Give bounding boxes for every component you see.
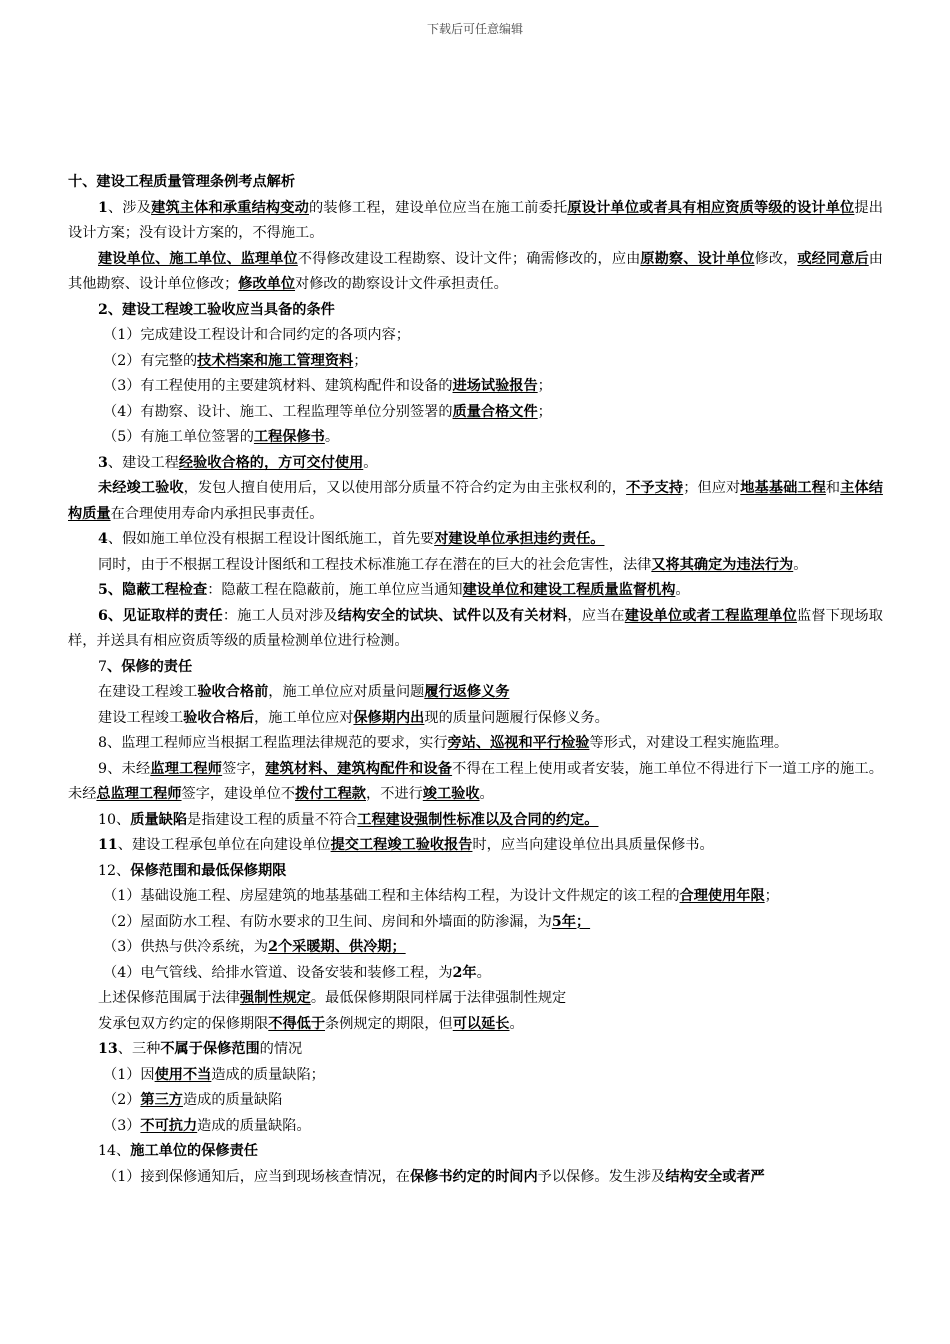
bold-text: 6、见证取样的责任 bbox=[98, 607, 223, 624]
bold-text: 13 bbox=[98, 1041, 118, 1057]
bold-text: 十、建设工程质量管理条例考点解析 bbox=[68, 174, 296, 190]
key-term: 不得低于 bbox=[268, 1015, 326, 1032]
key-term: 提交工程竣工验收报告 bbox=[330, 837, 473, 853]
page-header: 下载后可任意编辑 bbox=[426, 22, 523, 36]
paragraph bbox=[68, 323, 883, 349]
document-body bbox=[68, 170, 883, 1190]
text-run: （4）电气管线、给排水管道、设备安装和装修工程，为 bbox=[103, 964, 453, 981]
text-run: 发承包双方约定的保修期限 bbox=[98, 1015, 269, 1032]
text-run: ，施工单位应对 bbox=[254, 709, 354, 726]
text-run: 、建设工程 bbox=[107, 454, 179, 471]
text-run: 、三种 bbox=[117, 1041, 161, 1057]
text-run: ； bbox=[353, 352, 368, 369]
text-run: 、假如施工单位没有根据工程设计图纸施工，首先要 bbox=[107, 531, 435, 547]
paragraph bbox=[68, 400, 883, 426]
text-run: 不得修改建设工程勘察、设计文件；确需修改的，应由 bbox=[297, 250, 641, 267]
text-run: 在合理使用寿命内承担民事责任。 bbox=[110, 505, 324, 522]
text-run: 。最低保修期限同样属于法律强制性规定 bbox=[310, 990, 567, 1006]
key-term: 原设计单位或者具有相应资质等级的设计单位 bbox=[567, 199, 855, 216]
text-run: 是指建设工程的质量不符合 bbox=[187, 811, 358, 828]
paragraph bbox=[68, 374, 883, 400]
paragraph bbox=[68, 604, 883, 655]
text-run: 10、 bbox=[98, 811, 131, 828]
key-term: 建筑材料、建筑构配件和设备 bbox=[265, 760, 453, 777]
key-term: 工程建设强制性标准以及合同的约定。 bbox=[357, 811, 599, 828]
paragraph bbox=[68, 527, 883, 553]
key-term: 修改单位 bbox=[238, 276, 296, 292]
text-run: 签字，建设单位不 bbox=[181, 786, 296, 802]
text-run: 监督下现场取样，并送具有相应资质等级的质量检测单位进行检测。 bbox=[68, 607, 883, 649]
text-run: ；但应对 bbox=[683, 480, 741, 496]
key-term: 强制性规定 bbox=[239, 990, 311, 1006]
text-run: 同时，由于不根据工程设计图纸和工程技术标准施工存在潜在的巨大的社会危害性，法律 bbox=[98, 556, 652, 573]
bold-text: 结构安全的试块、试件以及有关材料 bbox=[337, 607, 568, 624]
text-run: 条例规定的期限，但 bbox=[325, 1015, 453, 1032]
text-run: ：隐蔽工程在隐蔽前，施工单位应当通知 bbox=[207, 582, 463, 598]
text-run: ，不进行 bbox=[366, 786, 423, 802]
key-term: 原勘察、设计单位 bbox=[640, 250, 755, 267]
key-term: 拨付工程款 bbox=[295, 786, 366, 802]
key-term: 或经同意后 bbox=[797, 250, 869, 267]
text-run: ； bbox=[764, 888, 779, 904]
bold-text: 3 bbox=[98, 454, 108, 471]
key-term: 又将其确定为违法行为 bbox=[651, 556, 794, 573]
text-run: （4）有勘察、设计、施工、工程监理等单位分别签署的 bbox=[103, 403, 453, 420]
bold-text: 验收合格前 bbox=[197, 684, 269, 700]
key-term: 建设单位和建设工程质量监督机构 bbox=[462, 582, 676, 598]
text-run: 对修改的勘察设计文件承担责任。 bbox=[295, 276, 508, 292]
text-run: 。 bbox=[509, 1015, 524, 1032]
text-run: ，发包人擅自使用后，又以使用部分质量不符合约定为由主张权利的， bbox=[183, 480, 627, 496]
text-run: 提出设计方案；没有设计方案的，不得施工。 bbox=[68, 199, 883, 241]
paragraph bbox=[68, 731, 883, 757]
text-run: 时，应当向建设单位出具质量保修书。 bbox=[472, 837, 714, 853]
paragraph bbox=[68, 961, 883, 987]
key-term: 不予支持 bbox=[626, 480, 684, 496]
key-term: 使用不当 bbox=[154, 1066, 212, 1083]
text-run: 造成的质量缺陷。 bbox=[197, 1117, 311, 1134]
key-term: 竣工验收 bbox=[422, 786, 480, 802]
text-run: 上述保修范围属于法律 bbox=[98, 990, 240, 1006]
paragraph bbox=[68, 680, 883, 706]
key-term: 对建设单位承担违约责任。 bbox=[434, 531, 605, 547]
paragraph bbox=[68, 476, 883, 527]
text-run: ； bbox=[537, 403, 552, 420]
key-term: 不可抗力 bbox=[140, 1117, 198, 1134]
text-run: 。 bbox=[363, 454, 378, 471]
text-run: （1）因 bbox=[103, 1066, 155, 1083]
text-run: （2）屋面防水工程、有防水要求的卫生间、房间和外墙面的防渗漏，为 bbox=[103, 913, 552, 930]
paragraph bbox=[68, 986, 883, 1012]
text-run: 现的质量问题履行保修义务。 bbox=[424, 709, 609, 726]
paragraph bbox=[68, 757, 883, 808]
text-run: 9、未经 bbox=[98, 760, 151, 777]
text-run: 。 bbox=[675, 582, 690, 598]
bold-text: 11 bbox=[98, 837, 118, 853]
text-run: 建设工程竣工 bbox=[98, 709, 184, 726]
key-term: 第三方 bbox=[140, 1092, 183, 1108]
key-term: 5年； bbox=[551, 913, 591, 930]
text-run: 。 bbox=[479, 786, 494, 802]
text-run: 修改， bbox=[754, 250, 798, 267]
key-term: 保修期内出 bbox=[353, 709, 425, 726]
bold-text: 4 bbox=[98, 531, 108, 547]
text-run: 。 bbox=[324, 429, 340, 445]
paragraph bbox=[68, 578, 883, 604]
paragraph bbox=[68, 1139, 883, 1165]
key-term: 合理使用年限 bbox=[679, 888, 765, 904]
text-run: 签字， bbox=[222, 760, 266, 777]
paragraph bbox=[68, 196, 883, 247]
key-term: 旁站、巡视和平行检验 bbox=[447, 735, 590, 751]
bold-text: 、保修的责任 bbox=[107, 658, 193, 675]
text-run: 的装修工程，建设单位应当在施工前委托 bbox=[309, 199, 568, 216]
paragraph bbox=[68, 1165, 883, 1191]
paragraph bbox=[68, 553, 883, 579]
paragraph bbox=[68, 298, 883, 324]
bold-text: 施工单位的保修责任 bbox=[130, 1143, 258, 1159]
bold-text: 结构安全或者严 bbox=[665, 1168, 765, 1185]
paragraph bbox=[68, 655, 883, 681]
text-run: 12、 bbox=[98, 862, 131, 879]
text-run: 、涉及 bbox=[107, 199, 152, 216]
text-run: 7 bbox=[98, 658, 108, 675]
paragraph bbox=[68, 935, 883, 961]
key-term: 建设单位、施工单位、监理单位 bbox=[98, 250, 298, 267]
key-term: 地基基础工程 bbox=[740, 480, 826, 496]
text-run: 。 bbox=[476, 964, 491, 981]
key-term: 工程保修书 bbox=[253, 429, 325, 445]
key-term: 经验收合格的，方可交付使用 bbox=[178, 454, 364, 471]
text-run: 。 bbox=[793, 556, 808, 573]
paragraph bbox=[68, 1012, 883, 1038]
key-term: 建筑主体和承重结构变动 bbox=[151, 199, 309, 216]
bold-text: 质量缺陷 bbox=[130, 811, 188, 828]
key-term: 主体结构质量 bbox=[68, 480, 883, 522]
text-run: ，应当在 bbox=[567, 607, 625, 624]
paragraph bbox=[68, 859, 883, 885]
text-run: 8、监理工程师应当根据工程监理法律规范的要求，实行 bbox=[98, 735, 448, 751]
text-run: ，施工单位应对质量问题 bbox=[268, 684, 425, 700]
paragraph bbox=[68, 1063, 883, 1089]
bold-text: 5、隐蔽工程检查 bbox=[98, 582, 208, 598]
bold-text: 2年 bbox=[452, 964, 477, 981]
paragraph bbox=[68, 1037, 883, 1063]
paragraph bbox=[68, 451, 883, 477]
key-term: 建设单位或者工程监理单位 bbox=[624, 607, 797, 624]
bold-text: 保修书约定的时间内 bbox=[409, 1168, 538, 1185]
text-run: 的情况 bbox=[259, 1041, 303, 1057]
text-run: （2）有完整的 bbox=[103, 352, 198, 369]
text-run: 造成的质量缺陷 bbox=[182, 1092, 283, 1108]
text-run: （3）供热与供冷系统，为 bbox=[103, 939, 269, 955]
bold-text: 1 bbox=[98, 199, 108, 216]
text-run: 造成的质量缺陷； bbox=[211, 1066, 325, 1083]
text-run: （2） bbox=[103, 1092, 141, 1108]
paragraph bbox=[68, 706, 883, 732]
text-run: （1）完成建设工程设计和合同约定的各项内容； bbox=[103, 327, 410, 343]
text-run: （3） bbox=[103, 1117, 141, 1134]
key-term: 监理工程师 bbox=[150, 760, 223, 777]
text-run: 不得在工程上使用或者安装，施工单位不得进行下一道工序的施工。未经 bbox=[68, 760, 883, 802]
key-term: 进场试验报告 bbox=[452, 378, 538, 394]
paragraph bbox=[68, 808, 883, 834]
key-term: 履行返修义务 bbox=[424, 684, 510, 700]
paragraph bbox=[68, 1088, 883, 1114]
text-run: 等形式，对建设工程实施监理。 bbox=[589, 735, 789, 751]
text-run: ：施工人员对涉及 bbox=[222, 607, 338, 624]
paragraph bbox=[68, 1114, 883, 1140]
key-term: 可以延长 bbox=[452, 1015, 510, 1032]
paragraph bbox=[68, 884, 883, 910]
paragraph bbox=[68, 833, 883, 859]
text-run: ； bbox=[537, 378, 552, 394]
bold-text: 不属于保修范围 bbox=[160, 1041, 260, 1057]
text-run: （1）基础设施工程、房屋建筑的地基基础工程和主体结构工程，为设计文件规定的该工程的 bbox=[103, 888, 680, 904]
text-run: 在建设工程竣工 bbox=[98, 684, 198, 700]
key-term: 技术档案和施工管理资料 bbox=[197, 352, 354, 369]
key-term: 2个采暖期、供冷期； bbox=[268, 939, 406, 955]
paragraph bbox=[68, 170, 883, 196]
bold-text: 未经竣工验收 bbox=[98, 480, 184, 496]
bold-text: 保修范围和最低保修期限 bbox=[130, 862, 287, 879]
text-run: 和 bbox=[825, 480, 841, 496]
paragraph bbox=[68, 247, 883, 298]
text-run: （3）有工程使用的主要建筑材料、建筑构配件和设备的 bbox=[103, 378, 453, 394]
paragraph bbox=[68, 910, 883, 936]
text-run: 14、 bbox=[98, 1143, 131, 1159]
text-run: 由其他勘察、设计单位修改； bbox=[68, 250, 883, 292]
paragraph bbox=[68, 349, 883, 375]
text-run: 、建设工程承包单位在向建设单位 bbox=[117, 837, 331, 853]
bold-text: 2、建设工程竣工验收应当具备的条件 bbox=[98, 301, 335, 318]
key-term: 质量合格文件 bbox=[452, 403, 538, 420]
paragraph bbox=[68, 425, 883, 451]
text-run: （5）有施工单位签署的 bbox=[103, 429, 254, 445]
text-run: 予以保修。发生涉及 bbox=[537, 1168, 666, 1185]
bold-text: 验收合格后 bbox=[183, 709, 255, 726]
key-term: 总监理工程师 bbox=[96, 786, 182, 802]
text-run: （1）接到保修通知后，应当到现场核查情况，在 bbox=[103, 1168, 410, 1185]
